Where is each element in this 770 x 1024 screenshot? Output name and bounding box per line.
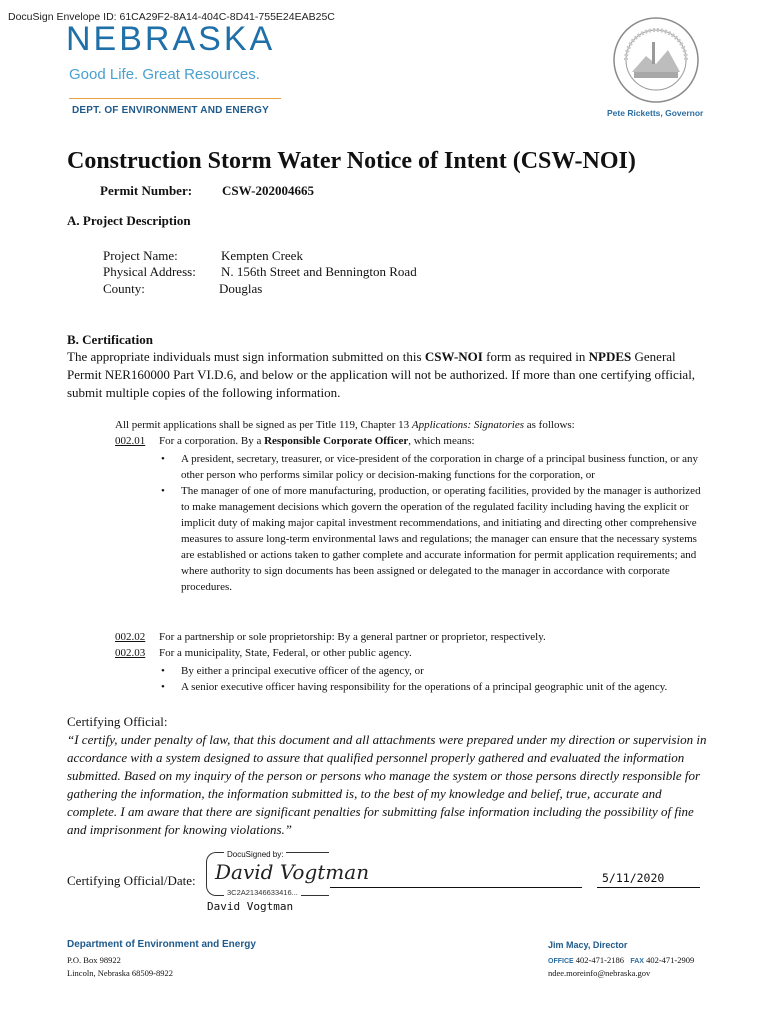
clause-number: 002.01 (115, 435, 146, 447)
certification-statement: “I certify, under penalty of law, that this document and all attachments were prepared under my direction or supervision in accordance with a system designed to assure that qualified personnel properly gathered and evaluated the information submitted. Based on my inquiry of the person or persons who manage the system or those persons directly responsible for gathering the information, the information submitted is, to the best of my knowledge and belief, true, accurate and complete. I am aware that there are significant penalties for submitting false information including the possibility of fine and imprisonment for knowing violations.” (67, 732, 707, 837)
permit-number-label: Permit Number: (100, 183, 193, 198)
project-name-value: Kempten Creek (221, 248, 303, 263)
county-label: County: (103, 281, 145, 296)
footer-city: Lincoln, Nebraska 68509-8922 (67, 968, 173, 978)
signature-date-label: Certifying Official/Date: (67, 873, 196, 888)
footer-department: Department of Environment and Energy (67, 939, 256, 950)
list-item: • A president, secretary, treasurer, or vice-president of the corporation in charge of a principal business function, or any other person who performs similar policy or decision-making functions for the corporation, or (159, 451, 704, 483)
county-value: Douglas (219, 281, 263, 296)
signature-id: 3C2A21346633416... (224, 888, 301, 897)
section-b-heading: B. Certification (67, 332, 153, 347)
certifying-official-label: Certifying Official: (67, 714, 168, 729)
list-item: • By either a principal executive officer of the agency, or (159, 663, 704, 679)
signature-line (330, 887, 582, 888)
permit-number-value: CSW-202004665 (222, 183, 314, 198)
logo-tagline: Good Life. Great Resources. (69, 66, 260, 83)
signatory-rule: All permit applications shall be signed as per Title 119, Chapter 13 Applications: Signatories as follows: (115, 419, 575, 431)
nebraska-logo-wordmark: NEBRASKA (66, 20, 276, 58)
footer-po-box: P.O. Box 98922 (67, 955, 121, 965)
certification-intro: The appropriate individuals must sign information submitted on this CSW-NOI form as required in NPDES General Permit NER160000 Part VI.D.6, and below or the application will not be authorized. If more than one certifying official, submit multiple copies of the following information. (67, 349, 696, 400)
section-a-heading: A. Project Description (67, 213, 191, 228)
project-name-label: Project Name: (103, 248, 178, 263)
physical-address-label: Physical Address: (103, 264, 196, 279)
signature: David Vogtman (215, 860, 370, 884)
docusigned-by-label: DocuSigned by: (224, 850, 286, 859)
clause-text: For a corporation. By a Responsible Corporate Officer, which means: (159, 435, 475, 447)
logo-department: DEPT. OF ENVIRONMENT AND ENERGY (72, 105, 269, 116)
clause-text: For a municipality, State, Federal, or other public agency. (159, 647, 412, 659)
footer-email[interactable]: ndee.moreinfo@nebraska.gov (548, 968, 651, 978)
footer-director: Jim Macy, Director (548, 940, 628, 950)
clause-text: For a partnership or sole proprietorship: By a general partner or proprietor, respectively. (159, 631, 546, 643)
logo-divider (69, 98, 281, 99)
typed-signer-name: David Vogtman (207, 900, 294, 913)
corporate-officer-list (159, 451, 704, 595)
agency-officer-list (159, 663, 704, 695)
footer-phones: OFFICE 402-471-2186 FAX 402-471-2909 (548, 955, 695, 965)
docusign-envelope-id: DocuSign Envelope ID: 61CA29F2-8A14-404C-8D41-755E24EAB25C (8, 11, 335, 23)
state-seal-icon (612, 16, 700, 104)
clause-number: 002.03 (115, 647, 146, 659)
clause-number: 002.02 (115, 631, 146, 643)
governor-name: Pete Ricketts, Governor (607, 108, 704, 118)
list-item: • The manager of one of more manufacturing, production, or operating facilities, provided by the manager is authorized to make management decisions which govern the operation of the regulated facility including having the explicit or implicit duty of making major capital investment recommendations, and initiating and directing other comprehensive measures to assure long-term environmental laws and regulations; the manager can ensure that the necessary systems are established or actions taken to gather complete and accurate information for permit application requirements; and where authority to sign documents has been assigned or delegated to the manager in accordance with corporate procedures. (159, 483, 704, 595)
signature-date: 5/11/2020 (602, 871, 665, 885)
list-item: • A senior executive officer having responsibility for the operations of a principal geographic unit of the agency. (159, 679, 704, 695)
page-title: Construction Storm Water Notice of Intent (CSW-NOI) (67, 148, 636, 174)
date-line (597, 887, 700, 888)
physical-address-value: N. 156th Street and Bennington Road (221, 264, 417, 279)
